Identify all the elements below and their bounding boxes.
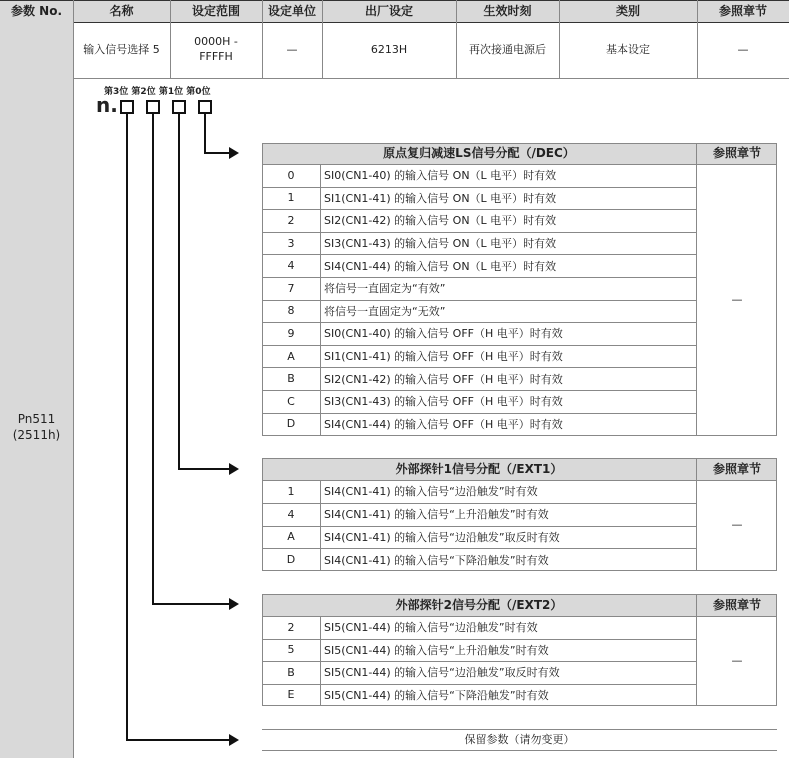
digit-labels — [104, 84, 210, 97]
header-name: 名称 — [109, 3, 134, 18]
row-description: SI5(CN1-44) 的输入信号“边沿触发”取反时有效 — [324, 666, 560, 680]
row-description: SI0(CN1-40) 的输入信号 OFF（H 电平）时有效 — [324, 327, 563, 341]
n-prefix: n. — [96, 93, 118, 117]
header-param-no: 参数 No. — [10, 3, 63, 18]
header-unit: 设定单位 — [267, 3, 316, 18]
param-default: 6213H — [370, 42, 408, 56]
row-description: 将信号一直固定为“有效” — [324, 282, 446, 296]
row-description: SI4(CN1-41) 的输入信号“边沿触发”取反时有效 — [324, 530, 560, 544]
row-description: SI4(CN1-41) 的输入信号“下降沿触发”时有效 — [324, 553, 549, 567]
row-code: 4 — [287, 507, 295, 521]
table-ext1-title: 外部探针1信号分配（/EXT1） — [262, 458, 696, 480]
row-description: SI2(CN1-42) 的输入信号 OFF（H 电平）时有效 — [324, 372, 563, 386]
row-code: 2 — [287, 620, 295, 634]
reserved-label: 保留参数（请勿变更） — [464, 732, 575, 746]
arrow-head-icon — [229, 598, 239, 610]
table-ext2-ref: — — [731, 653, 743, 667]
row-code: A — [287, 530, 295, 544]
digit-box-3 — [120, 100, 134, 114]
param-no-cell — [0, 22, 73, 758]
arrow-head-icon — [229, 463, 239, 475]
digit-box-2 — [146, 100, 160, 114]
row-description: SI1(CN1-41) 的输入信号 ON（L 电平）时有效 — [324, 191, 557, 205]
table-ext1-ref: — — [731, 518, 743, 532]
row-code: D — [286, 553, 296, 567]
arrow-head-icon — [229, 734, 239, 746]
row-code: 3 — [287, 236, 295, 250]
row-code: 0 — [287, 168, 295, 182]
digit-label-0: 第0位 — [186, 87, 211, 97]
header-effective: 生效时刻 — [483, 3, 532, 18]
param-category: 基本设定 — [606, 42, 650, 56]
row-code: 7 — [287, 281, 295, 295]
digit-box-0 — [198, 100, 212, 114]
header-default: 出厂设定 — [364, 3, 413, 18]
row-description: SI2(CN1-42) 的输入信号 ON（L 电平）时有效 — [324, 214, 557, 228]
arrow-head-icon — [229, 147, 239, 159]
table-dec-ref-header: 参照章节 — [697, 143, 777, 164]
row-description: SI1(CN1-41) 的输入信号 OFF（H 电平）时有效 — [324, 350, 563, 364]
header-ref: 参照章节 — [718, 3, 767, 18]
digit-label-2: 第2位 — [131, 87, 156, 97]
row-code: B — [287, 665, 295, 679]
row-description: SI4(CN1-44) 的输入信号 ON（L 电平）时有效 — [324, 259, 557, 273]
row-code: 1 — [287, 191, 295, 205]
row-code: B — [287, 372, 295, 386]
row-description: 将信号一直固定为“无效” — [324, 304, 446, 318]
row-description: SI5(CN1-44) 的输入信号“上升沿触发”时有效 — [324, 643, 549, 657]
digit-box-1 — [172, 100, 186, 114]
header-range: 设定范围 — [191, 3, 240, 18]
table-ext1-ref-header: 参照章节 — [697, 458, 777, 480]
table-dec-ref: — — [731, 292, 743, 306]
param-range-max: FFFFH — [199, 50, 233, 63]
table-dec-title: 原点复归减速LS信号分配（/DEC） — [262, 143, 696, 164]
digit-label-3: 第3位 — [104, 87, 129, 97]
row-description: SI4(CN1-41) 的输入信号“边沿触发”时有效 — [324, 485, 538, 499]
row-description: SI3(CN1-43) 的输入信号 ON（L 电平）时有效 — [324, 237, 557, 251]
digit-label-1: 第1位 — [158, 87, 184, 97]
table-ext2-title: 外部探针2信号分配（/EXT2） — [262, 594, 696, 616]
row-code: 4 — [287, 259, 295, 273]
table-ext2-ref-header: 参照章节 — [697, 594, 777, 616]
row-code: 2 — [287, 213, 295, 227]
param-name: 输入信号选择 5 — [83, 42, 160, 56]
row-code: D — [286, 417, 296, 431]
param-range-min: 0000H - — [194, 35, 238, 49]
row-code: 8 — [287, 304, 295, 318]
param-effective: 再次接通电源后 — [469, 42, 546, 56]
row-code: 9 — [287, 326, 295, 340]
row-description: SI5(CN1-44) 的输入信号“下降沿触发”时有效 — [324, 688, 549, 702]
param-range — [170, 22, 262, 78]
param-unit: — — [286, 42, 298, 56]
param-no-id: Pn511 — [17, 411, 56, 426]
row-code: C — [287, 394, 295, 408]
param-no — [0, 408, 73, 446]
row-code: 5 — [287, 643, 295, 657]
header-category: 类别 — [615, 3, 640, 18]
row-code: A — [287, 349, 295, 363]
row-code: 1 — [287, 484, 295, 498]
row-description: SI0(CN1-40) 的输入信号 ON（L 电平）时有效 — [324, 169, 557, 183]
row-description: SI3(CN1-43) 的输入信号 OFF（H 电平）时有效 — [324, 395, 563, 409]
param-no-hex: (2511h) — [12, 428, 61, 442]
row-code: E — [287, 688, 295, 702]
row-description: SI4(CN1-41) 的输入信号“上升沿触发”时有效 — [324, 508, 549, 522]
row-description: SI4(CN1-44) 的输入信号 OFF（H 电平）时有效 — [324, 417, 563, 431]
param-ref: — — [737, 42, 749, 56]
row-description: SI5(CN1-44) 的输入信号“边沿触发”时有效 — [324, 621, 538, 635]
